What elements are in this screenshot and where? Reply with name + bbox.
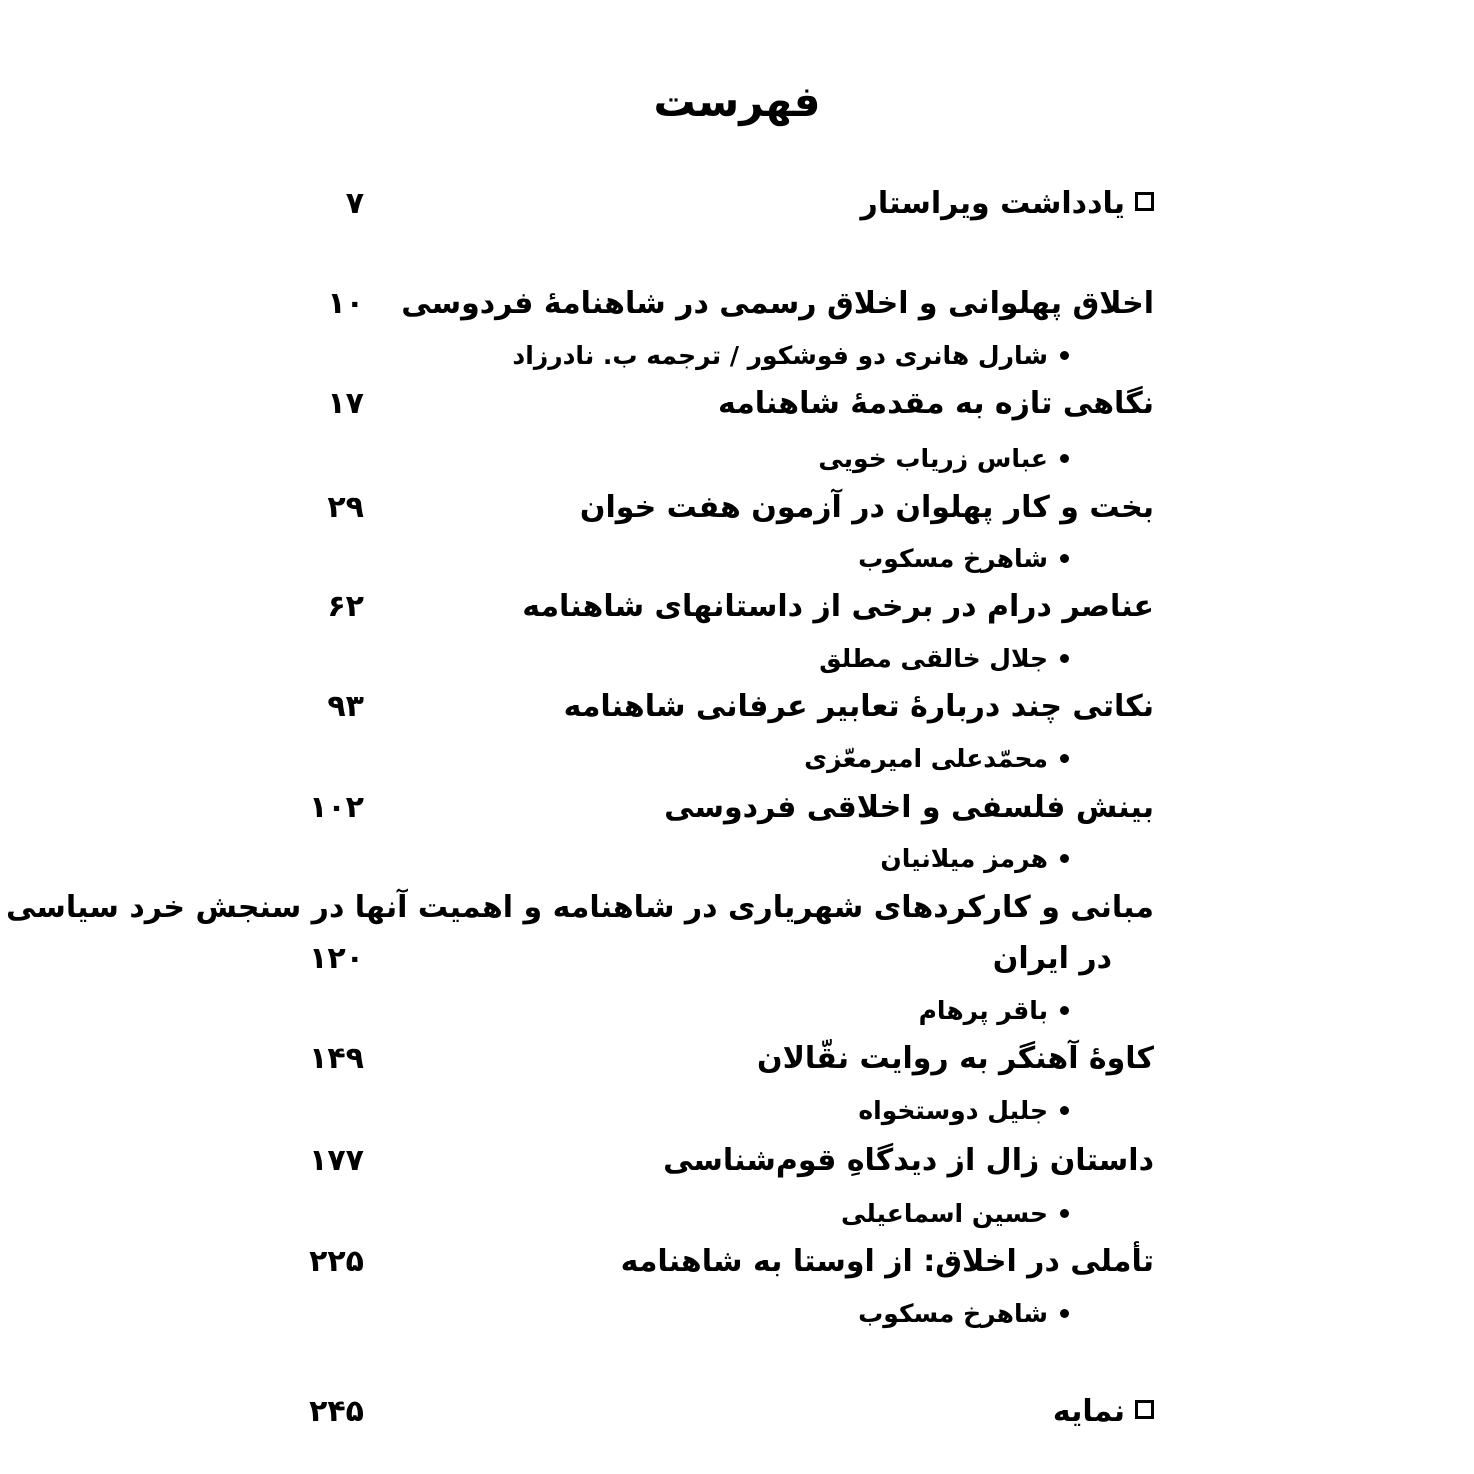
- toc-page-number: ۱۷۷: [309, 1143, 364, 1178]
- toc-page-number: ۲۹: [327, 490, 364, 525]
- toc-author-line: [880, 835, 1069, 883]
- toc-page-number: ۱۷: [327, 386, 364, 421]
- toc-page-number: ۲۴۵: [309, 1394, 364, 1429]
- toc-entry-title-text: نمایه: [1052, 1394, 1125, 1429]
- toc-entry-title: نکاتی چند دربارهٔ تعابیر عرفانی شاهنامه: [563, 689, 1154, 724]
- toc-author-text: جلال خالقی مطلق: [819, 644, 1048, 673]
- bullet-icon: [1060, 754, 1069, 763]
- toc-author-text: هرمز میلانیان: [880, 844, 1048, 873]
- toc-page-number: ۷: [345, 186, 364, 221]
- toc-page-number: ۱۰: [327, 286, 364, 321]
- bullet-icon: [1060, 454, 1069, 463]
- bullet-icon: [1060, 1209, 1069, 1218]
- toc-page-number: ۲۲۵: [309, 1244, 364, 1279]
- bullet-icon: [1060, 1006, 1069, 1015]
- bullet-icon: [1060, 554, 1069, 563]
- toc-page-number: ۱۲۰: [309, 941, 364, 976]
- page-title: فهرست: [653, 77, 821, 126]
- square-bullet-icon: [1135, 1400, 1154, 1419]
- toc-entry-title: نگاهی تازه به مقدمهٔ شاهنامه: [718, 386, 1154, 421]
- toc-entry-title-text: یادداشت ویراستار: [860, 186, 1125, 221]
- toc-entry-title: بخت و کار پهلوان در آزمون هفت خوان: [579, 490, 1154, 525]
- bullet-icon: [1060, 654, 1069, 663]
- toc-author-line: [858, 1087, 1069, 1135]
- toc-author-line: [512, 332, 1069, 380]
- toc-author-text: عباس زریاب خویی: [818, 444, 1048, 473]
- toc-author-text: جلیل دوستخواه: [858, 1096, 1048, 1125]
- bullet-icon: [1060, 1309, 1069, 1318]
- toc-page-number: ۹۳: [327, 689, 364, 724]
- toc-author-line: [858, 1290, 1069, 1338]
- toc-author-text: شاهرخ مسکوب: [858, 544, 1048, 573]
- toc-author-line: [819, 635, 1069, 683]
- bullet-icon: [1060, 1106, 1069, 1115]
- toc-entry-title: بینش فلسفی و اخلاقی فردوسی: [664, 790, 1154, 825]
- bullet-icon: [1060, 351, 1069, 360]
- toc-page-number: ۱۰۲: [309, 790, 364, 825]
- toc-author-line: [858, 535, 1069, 583]
- toc-entry-title: اخلاق پهلوانی و اخلاق رسمی در شاهنامهٔ فردوسی: [401, 286, 1154, 321]
- toc-entry-title: داستان زال از دیدگاهِ قوم‌شناسی: [663, 1143, 1154, 1178]
- toc-author-text: شاهرخ مسکوب: [858, 1299, 1048, 1328]
- toc-author-line: [841, 1190, 1069, 1238]
- toc-page-number: ۶۲: [327, 589, 364, 624]
- square-bullet-icon: [1135, 192, 1154, 211]
- toc-entry-title: [1053, 1388, 1154, 1436]
- toc-author-text: حسین اسماعیلی: [841, 1199, 1048, 1228]
- toc-entry-title: مبانی و کارکردهای شهریاری در شاهنامه و اهمیت آنها در سنجش خرد سیاسی: [6, 890, 1154, 925]
- toc-author-text: باقر پرهام: [918, 996, 1048, 1025]
- toc-author-line: [804, 735, 1069, 783]
- toc-entry-title: کاوهٔ آهنگر به روایت نقّالان: [756, 1041, 1154, 1076]
- toc-entry-title: [861, 180, 1154, 228]
- toc-author-line: [818, 435, 1069, 483]
- toc-entry-title: عناصر درام در برخی از داستانهای شاهنامه: [522, 589, 1154, 624]
- toc-entry-title-continuation: در ایران: [992, 941, 1112, 976]
- bullet-icon: [1060, 854, 1069, 863]
- toc-author-text: محمّدعلی امیرمعّزی: [804, 744, 1048, 773]
- toc-author-line: [919, 987, 1069, 1035]
- toc-entry-title: تأملی در اخلاق: از اوستا به شاهنامه: [620, 1244, 1154, 1279]
- toc-author-text: شارل هانری دو فوشکور / ترجمه ب. نادرزاد: [512, 341, 1048, 370]
- toc-page-number: ۱۴۹: [309, 1041, 364, 1076]
